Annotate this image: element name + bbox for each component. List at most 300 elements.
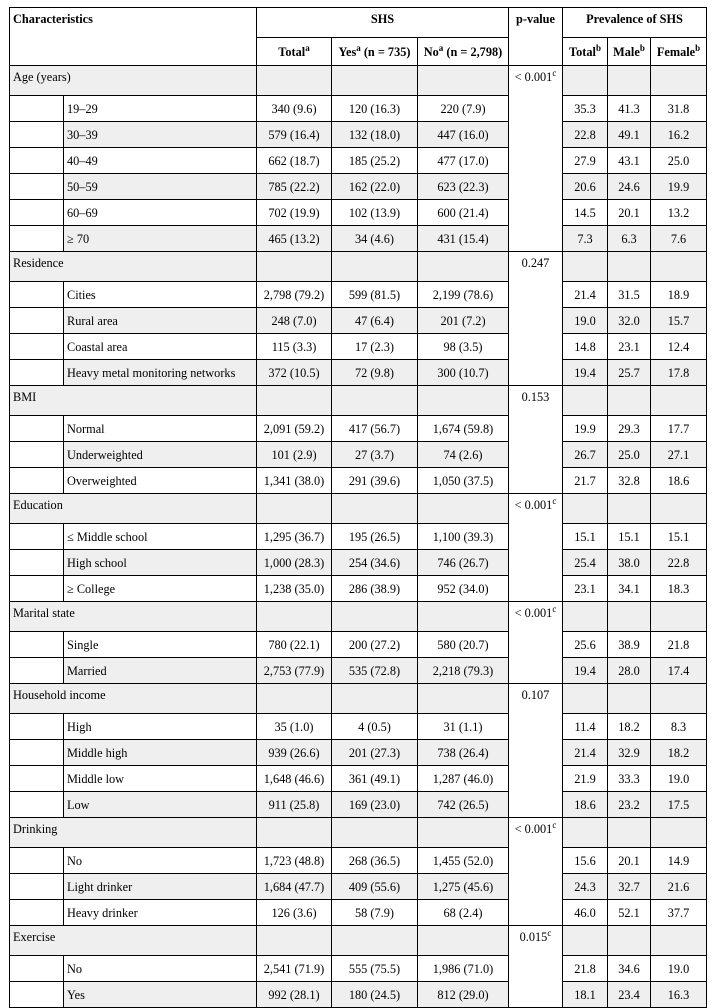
prevalence-female: 13.2 xyxy=(651,200,707,226)
category-row xyxy=(10,602,707,632)
row-label: ≥ 70 xyxy=(64,226,257,252)
total-value: 911 (25.8) xyxy=(257,792,332,818)
header-yes: Yes$^a$ (n = 735) xyxy=(332,38,418,66)
empty-cell xyxy=(608,602,651,632)
yes-value: 72 (9.8) xyxy=(332,360,418,386)
yes-value: 555 (75.5) xyxy=(332,956,418,982)
empty-cell xyxy=(332,494,418,524)
table-row xyxy=(10,468,707,494)
prevalence-female: 18.6 xyxy=(651,468,707,494)
total-value: 372 (10.5) xyxy=(257,360,332,386)
p-value: 0.247 xyxy=(521,256,550,270)
prevalence-female: 14.9 xyxy=(651,848,707,874)
no-value: 31 (1.1) xyxy=(418,714,509,740)
no-value: 738 (26.4) xyxy=(418,740,509,766)
no-value: 447 (16.0) xyxy=(418,122,509,148)
no-value: 623 (22.3) xyxy=(418,174,509,200)
empty-cell xyxy=(332,252,418,282)
table-row xyxy=(10,122,707,148)
prevalence-female: 21.6 xyxy=(651,874,707,900)
category-row xyxy=(10,818,707,848)
category-label: Education xyxy=(10,494,257,524)
table-row xyxy=(10,148,707,174)
prevalence-female: 7.6 xyxy=(651,226,707,252)
empty-cell xyxy=(418,684,509,714)
total-value: 579 (16.4) xyxy=(257,122,332,148)
prevalence-male: 6.3 xyxy=(608,226,651,252)
prevalence-total: 19.4 xyxy=(563,360,608,386)
p-value-cell xyxy=(509,252,563,386)
indent-cell xyxy=(10,334,64,360)
empty-cell xyxy=(608,252,651,282)
table-row xyxy=(10,524,707,550)
header-prev-male: Male$^b$ xyxy=(608,38,651,66)
prevalence-total: 14.8 xyxy=(563,334,608,360)
row-label: High school xyxy=(64,550,257,576)
table-row xyxy=(10,282,707,308)
indent-cell xyxy=(10,766,64,792)
total-value: 2,753 (77.9) xyxy=(257,658,332,684)
empty-cell xyxy=(257,494,332,524)
category-row xyxy=(10,684,707,714)
row-label: High xyxy=(64,714,257,740)
prevalence-female: 22.8 xyxy=(651,550,707,576)
empty-cell xyxy=(418,252,509,282)
row-label: Married xyxy=(64,658,257,684)
yes-value: 409 (55.6) xyxy=(332,874,418,900)
no-value: 201 (7.2) xyxy=(418,308,509,334)
prevalence-male: 25.7 xyxy=(608,360,651,386)
indent-cell xyxy=(10,468,64,494)
prevalence-female: 8.3 xyxy=(651,714,707,740)
table-container xyxy=(9,7,707,1008)
table-row xyxy=(10,632,707,658)
yes-value: 200 (27.2) xyxy=(332,632,418,658)
p-value-cell xyxy=(509,386,563,494)
total-value: 35 (1.0) xyxy=(257,714,332,740)
p-value: < 0.001 xyxy=(514,606,553,620)
prevalence-male: 29.3 xyxy=(608,416,651,442)
empty-cell xyxy=(563,926,608,956)
total-value: 2,798 (79.2) xyxy=(257,282,332,308)
header-shs: SHS xyxy=(257,8,509,38)
prevalence-female: 19.9 xyxy=(651,174,707,200)
row-label: 30–39 xyxy=(64,122,257,148)
yes-value: 27 (3.7) xyxy=(332,442,418,468)
total-value: 785 (22.2) xyxy=(257,174,332,200)
prevalence-male: 23.2 xyxy=(608,792,651,818)
prevalence-female: 21.8 xyxy=(651,632,707,658)
row-label: Normal xyxy=(64,416,257,442)
table-row xyxy=(10,226,707,252)
prevalence-female: 37.7 xyxy=(651,900,707,926)
table-row xyxy=(10,416,707,442)
total-value: 2,091 (59.2) xyxy=(257,416,332,442)
p-value: < 0.001 xyxy=(514,70,553,84)
header-no: No$^a$ (n = 2,798) xyxy=(418,38,509,66)
prevalence-female: 19.0 xyxy=(651,766,707,792)
indent-cell xyxy=(10,360,64,386)
empty-cell xyxy=(332,818,418,848)
yes-value: 180 (24.5) xyxy=(332,982,418,1008)
table-row xyxy=(10,792,707,818)
prevalence-female: 25.0 xyxy=(651,148,707,174)
total-value: 1,341 (38.0) xyxy=(257,468,332,494)
prevalence-male: 33.3 xyxy=(608,766,651,792)
p-value: 0.015 xyxy=(519,930,548,944)
prevalence-female: 17.7 xyxy=(651,416,707,442)
total-value: 126 (3.6) xyxy=(257,900,332,926)
prevalence-total: 22.8 xyxy=(563,122,608,148)
yes-value: 120 (16.3) xyxy=(332,96,418,122)
prevalence-female: 15.7 xyxy=(651,308,707,334)
prevalence-male: 52.1 xyxy=(608,900,651,926)
yes-value: 169 (23.0) xyxy=(332,792,418,818)
prevalence-male: 49.1 xyxy=(608,122,651,148)
indent-cell xyxy=(10,96,64,122)
yes-value: 34 (4.6) xyxy=(332,226,418,252)
prevalence-male: 32.9 xyxy=(608,740,651,766)
yes-value: 201 (27.3) xyxy=(332,740,418,766)
total-value: 1,723 (48.8) xyxy=(257,848,332,874)
total-value: 662 (18.7) xyxy=(257,148,332,174)
table-row xyxy=(10,360,707,386)
row-label: 40–49 xyxy=(64,148,257,174)
prevalence-total: 24.3 xyxy=(563,874,608,900)
empty-cell xyxy=(257,818,332,848)
empty-cell xyxy=(257,386,332,416)
indent-cell xyxy=(10,550,64,576)
prevalence-total: 26.7 xyxy=(563,442,608,468)
yes-value: 58 (7.9) xyxy=(332,900,418,926)
indent-cell xyxy=(10,122,64,148)
indent-cell xyxy=(10,714,64,740)
empty-cell xyxy=(257,602,332,632)
prevalence-total: 21.4 xyxy=(563,740,608,766)
no-value: 1,100 (39.3) xyxy=(418,524,509,550)
header-prevalence: Prevalence of SHS xyxy=(563,8,707,38)
p-value: < 0.001 xyxy=(514,498,553,512)
total-value: 780 (22.1) xyxy=(257,632,332,658)
table-row xyxy=(10,848,707,874)
prevalence-female: 31.8 xyxy=(651,96,707,122)
total-value: 101 (2.9) xyxy=(257,442,332,468)
yes-value: 268 (36.5) xyxy=(332,848,418,874)
p-value-cell xyxy=(509,684,563,818)
p-value: 0.153 xyxy=(521,390,550,404)
empty-cell xyxy=(418,818,509,848)
indent-cell xyxy=(10,900,64,926)
table-row xyxy=(10,982,707,1008)
prevalence-female: 17.5 xyxy=(651,792,707,818)
row-label: Middle low xyxy=(64,766,257,792)
yes-value: 185 (25.2) xyxy=(332,148,418,174)
p-value-footnote: c xyxy=(552,819,557,830)
table-row xyxy=(10,308,707,334)
prevalence-male: 31.5 xyxy=(608,282,651,308)
prevalence-female: 18.3 xyxy=(651,576,707,602)
empty-cell xyxy=(608,386,651,416)
table-row xyxy=(10,576,707,602)
indent-cell xyxy=(10,956,64,982)
total-value: 2,541 (71.9) xyxy=(257,956,332,982)
row-label: ≤ Middle school xyxy=(64,524,257,550)
row-label: Rural area xyxy=(64,308,257,334)
yes-value: 599 (81.5) xyxy=(332,282,418,308)
row-label: 60–69 xyxy=(64,200,257,226)
no-value: 812 (29.0) xyxy=(418,982,509,1008)
empty-cell xyxy=(563,386,608,416)
row-label: Yes xyxy=(64,982,257,1008)
p-value-footnote: c xyxy=(552,603,557,614)
table-row xyxy=(10,740,707,766)
indent-cell xyxy=(10,416,64,442)
prevalence-total: 18.6 xyxy=(563,792,608,818)
yes-value: 17 (2.3) xyxy=(332,334,418,360)
prevalence-total: 21.8 xyxy=(563,956,608,982)
header-prev-total: Total$^b$ xyxy=(563,38,608,66)
table-body xyxy=(10,66,707,1008)
prevalence-male: 32.0 xyxy=(608,308,651,334)
no-value: 2,199 (78.6) xyxy=(418,282,509,308)
prevalence-female: 27.1 xyxy=(651,442,707,468)
prevalence-total: 7.3 xyxy=(563,226,608,252)
row-label: No xyxy=(64,848,257,874)
category-row xyxy=(10,494,707,524)
p-value-cell xyxy=(509,494,563,602)
no-value: 98 (3.5) xyxy=(418,334,509,360)
table-row xyxy=(10,900,707,926)
empty-cell xyxy=(563,252,608,282)
total-value: 992 (28.1) xyxy=(257,982,332,1008)
empty-cell xyxy=(608,684,651,714)
empty-cell xyxy=(257,684,332,714)
row-label: ≥ College xyxy=(64,576,257,602)
yes-value: 162 (22.0) xyxy=(332,174,418,200)
empty-cell xyxy=(418,66,509,96)
total-value: 340 (9.6) xyxy=(257,96,332,122)
prevalence-female: 15.1 xyxy=(651,524,707,550)
total-value: 1,295 (36.7) xyxy=(257,524,332,550)
yes-value: 47 (6.4) xyxy=(332,308,418,334)
empty-cell xyxy=(563,818,608,848)
indent-cell xyxy=(10,308,64,334)
yes-value: 286 (38.9) xyxy=(332,576,418,602)
prevalence-female: 18.9 xyxy=(651,282,707,308)
table-row xyxy=(10,658,707,684)
no-value: 1,275 (45.6) xyxy=(418,874,509,900)
p-value: 0.107 xyxy=(521,688,550,702)
total-value: 115 (3.3) xyxy=(257,334,332,360)
empty-cell xyxy=(651,494,707,524)
prevalence-total: 21.9 xyxy=(563,766,608,792)
prevalence-male: 23.1 xyxy=(608,334,651,360)
prevalence-total: 14.5 xyxy=(563,200,608,226)
row-label: Heavy drinker xyxy=(64,900,257,926)
prevalence-total: 11.4 xyxy=(563,714,608,740)
indent-cell xyxy=(10,576,64,602)
prevalence-male: 20.1 xyxy=(608,200,651,226)
category-label: Age (years) xyxy=(10,66,257,96)
prevalence-female: 16.3 xyxy=(651,982,707,1008)
prevalence-total: 21.4 xyxy=(563,282,608,308)
table-row xyxy=(10,442,707,468)
total-value: 939 (26.6) xyxy=(257,740,332,766)
empty-cell xyxy=(563,66,608,96)
empty-cell xyxy=(332,684,418,714)
no-value: 74 (2.6) xyxy=(418,442,509,468)
header-prev-female: Female$^b$ xyxy=(651,38,707,66)
p-value-footnote: c xyxy=(547,927,552,938)
total-value: 1,000 (28.3) xyxy=(257,550,332,576)
p-value-cell xyxy=(509,66,563,252)
empty-cell xyxy=(651,602,707,632)
row-label: Heavy metal monitoring networks xyxy=(64,360,257,386)
row-label: Coastal area xyxy=(64,334,257,360)
empty-cell xyxy=(651,926,707,956)
prevalence-female: 16.2 xyxy=(651,122,707,148)
row-label: No xyxy=(64,956,257,982)
no-value: 600 (21.4) xyxy=(418,200,509,226)
yes-value: 417 (56.7) xyxy=(332,416,418,442)
prevalence-total: 18.1 xyxy=(563,982,608,1008)
empty-cell xyxy=(608,66,651,96)
empty-cell xyxy=(418,926,509,956)
no-value: 746 (26.7) xyxy=(418,550,509,576)
no-value: 1,674 (59.8) xyxy=(418,416,509,442)
prevalence-male: 34.1 xyxy=(608,576,651,602)
no-value: 952 (34.0) xyxy=(418,576,509,602)
category-label: Exercise xyxy=(10,926,257,956)
prevalence-male: 23.4 xyxy=(608,982,651,1008)
no-value: 742 (26.5) xyxy=(418,792,509,818)
category-row xyxy=(10,386,707,416)
row-label: Single xyxy=(64,632,257,658)
indent-cell xyxy=(10,226,64,252)
no-value: 2,218 (79.3) xyxy=(418,658,509,684)
prevalence-total: 25.4 xyxy=(563,550,608,576)
no-value: 431 (15.4) xyxy=(418,226,509,252)
p-value: < 0.001 xyxy=(514,822,553,836)
category-label: Residence xyxy=(10,252,257,282)
total-value: 248 (7.0) xyxy=(257,308,332,334)
prevalence-total: 15.1 xyxy=(563,524,608,550)
yes-value: 254 (34.6) xyxy=(332,550,418,576)
prevalence-male: 24.6 xyxy=(608,174,651,200)
table-header xyxy=(10,8,707,66)
table-row xyxy=(10,550,707,576)
table-row xyxy=(10,200,707,226)
prevalence-female: 17.4 xyxy=(651,658,707,684)
table-row xyxy=(10,714,707,740)
no-value: 580 (20.7) xyxy=(418,632,509,658)
empty-cell xyxy=(257,926,332,956)
prevalence-male: 32.7 xyxy=(608,874,651,900)
empty-cell xyxy=(418,602,509,632)
no-value: 220 (7.9) xyxy=(418,96,509,122)
category-row xyxy=(10,66,707,96)
row-label: Light drinker xyxy=(64,874,257,900)
no-value: 68 (2.4) xyxy=(418,900,509,926)
category-label: Marital state xyxy=(10,602,257,632)
table-row xyxy=(10,956,707,982)
empty-cell xyxy=(608,818,651,848)
prevalence-total: 20.6 xyxy=(563,174,608,200)
empty-cell xyxy=(257,66,332,96)
yes-value: 102 (13.9) xyxy=(332,200,418,226)
no-value: 1,455 (52.0) xyxy=(418,848,509,874)
prevalence-male: 38.9 xyxy=(608,632,651,658)
indent-cell xyxy=(10,982,64,1008)
empty-cell xyxy=(332,386,418,416)
indent-cell xyxy=(10,740,64,766)
category-row xyxy=(10,252,707,282)
p-value-cell xyxy=(509,926,563,1008)
table-row xyxy=(10,874,707,900)
indent-cell xyxy=(10,524,64,550)
header-total: Total$^a$ xyxy=(257,38,332,66)
p-value-cell xyxy=(509,818,563,926)
prevalence-female: 19.0 xyxy=(651,956,707,982)
total-value: 702 (19.9) xyxy=(257,200,332,226)
total-value: 1,238 (35.0) xyxy=(257,576,332,602)
no-value: 1,287 (46.0) xyxy=(418,766,509,792)
p-value-footnote: c xyxy=(552,67,557,78)
prevalence-female: 12.4 xyxy=(651,334,707,360)
empty-cell xyxy=(563,684,608,714)
prevalence-male: 25.0 xyxy=(608,442,651,468)
prevalence-male: 41.3 xyxy=(608,96,651,122)
empty-cell xyxy=(332,926,418,956)
prevalence-male: 15.1 xyxy=(608,524,651,550)
no-value: 300 (10.7) xyxy=(418,360,509,386)
prevalence-total: 46.0 xyxy=(563,900,608,926)
prevalence-male: 20.1 xyxy=(608,848,651,874)
indent-cell xyxy=(10,442,64,468)
p-value-cell xyxy=(509,602,563,684)
prevalence-male: 28.0 xyxy=(608,658,651,684)
prevalence-total: 35.3 xyxy=(563,96,608,122)
yes-value: 291 (39.6) xyxy=(332,468,418,494)
total-value: 1,684 (47.7) xyxy=(257,874,332,900)
total-value: 1,648 (46.6) xyxy=(257,766,332,792)
table-row xyxy=(10,174,707,200)
prevalence-male: 18.2 xyxy=(608,714,651,740)
indent-cell xyxy=(10,848,64,874)
indent-cell xyxy=(10,874,64,900)
prevalence-male: 38.0 xyxy=(608,550,651,576)
row-label: 50–59 xyxy=(64,174,257,200)
prevalence-male: 32.8 xyxy=(608,468,651,494)
empty-cell xyxy=(651,386,707,416)
yes-value: 535 (72.8) xyxy=(332,658,418,684)
prevalence-total: 23.1 xyxy=(563,576,608,602)
prevalence-total: 27.9 xyxy=(563,148,608,174)
category-label: BMI xyxy=(10,386,257,416)
empty-cell xyxy=(651,66,707,96)
category-label: Household income xyxy=(10,684,257,714)
empty-cell xyxy=(332,602,418,632)
empty-cell xyxy=(651,252,707,282)
row-label: Low xyxy=(64,792,257,818)
empty-cell xyxy=(651,818,707,848)
empty-cell xyxy=(651,684,707,714)
indent-cell xyxy=(10,200,64,226)
empty-cell xyxy=(563,602,608,632)
header-p-value: p-value xyxy=(509,8,563,66)
indent-cell xyxy=(10,174,64,200)
row-label: Cities xyxy=(64,282,257,308)
